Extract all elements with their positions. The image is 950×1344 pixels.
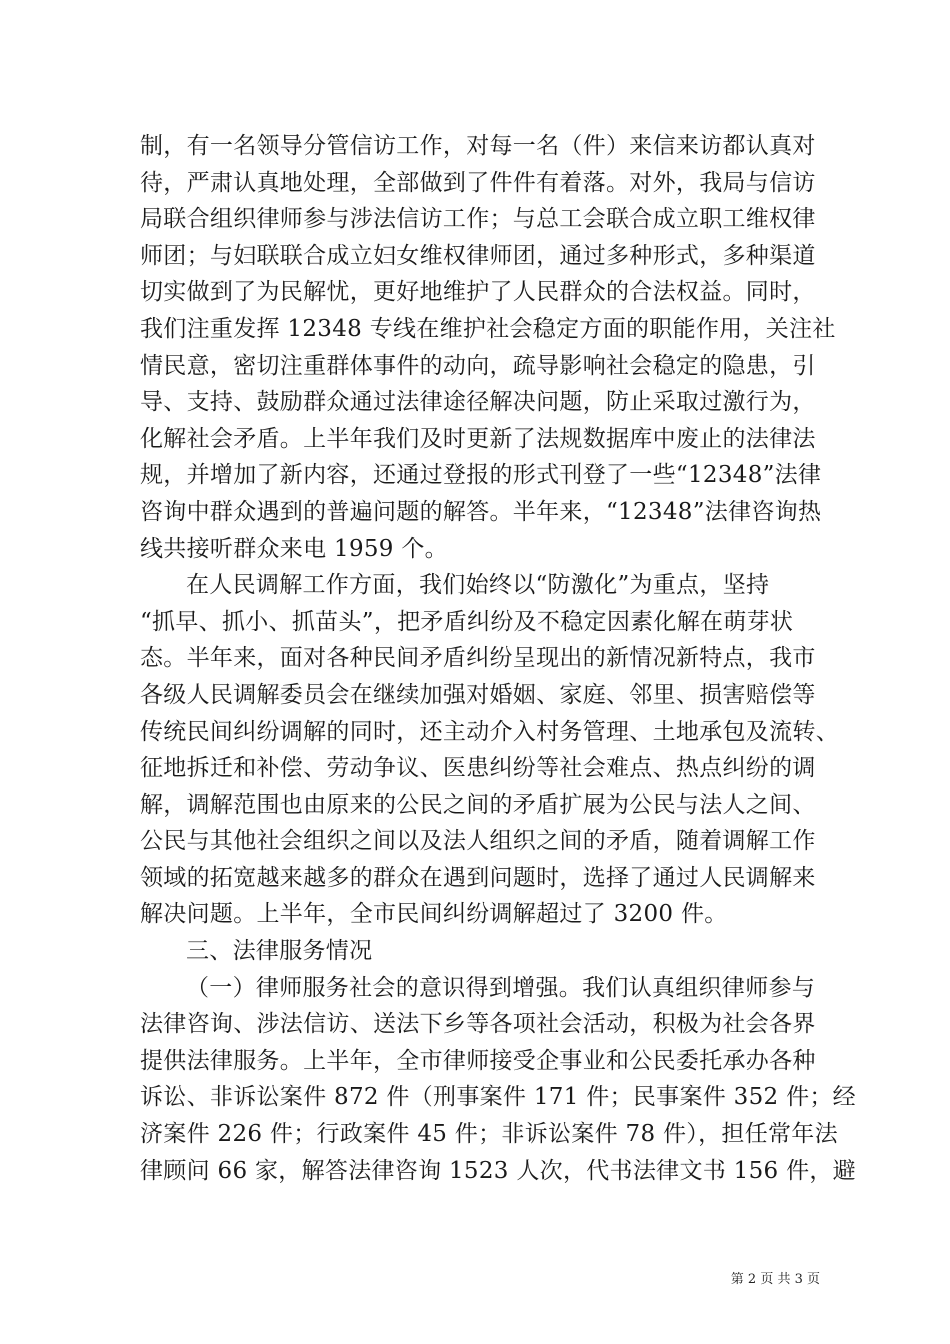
- text-line: 领域的拓宽越来越多的群众在遇到问题时，选择了通过人民调解来: [140, 864, 816, 891]
- text-line: 态。半年来，面对各种民间矛盾纠纷呈现出的新情况新特点，我市: [140, 645, 816, 672]
- text-line: 制，有一名领导分管信访工作，对每一名（件）来信来访都认真对: [140, 133, 816, 159]
- text-line: 诉讼、非诉讼案件 872 件（刑事案件 171 件；民事案件 352 件；经: [140, 1084, 856, 1111]
- section-heading: 三、法律服务情况: [186, 938, 373, 965]
- text-line: 我们注重发挥 12348 专线在维护社会稳定方面的职能作用，关注社: [140, 315, 836, 342]
- text-line: 征地拆迁和补偿、劳动争议、医患纠纷等社会难点、热点纠纷的调: [140, 755, 816, 782]
- text-line: “抓早、抓小、抓苗头”，把矛盾纠纷及不稳定因素化解在萌芽状: [140, 608, 794, 635]
- text-line: 传统民间纠纷调解的同时，还主动介入村务管理、土地承包及流转、: [140, 718, 839, 745]
- text-line: 咨询中群众遇到的普遍问题的解答。半年来，“12348”法律咨询热: [140, 498, 822, 525]
- paragraph-start-line: （一）律师服务社会的意识得到增强。我们认真组织律师参与: [186, 974, 816, 1001]
- text-line: 提供法律服务。上半年，全市律师接受企事业和公民委托承办各种: [140, 1047, 816, 1074]
- text-line: 线共接听群众来电 1959 个。: [140, 535, 448, 562]
- body-text: [140, 128, 856, 1189]
- text-line: 律顾问 66 家，解答法律咨询 1523 人次，代书法律文书 156 件，避: [140, 1157, 856, 1184]
- text-line: 化解社会矛盾。上半年我们及时更新了法规数据库中废止的法律法: [140, 425, 816, 452]
- text-line: 切实做到了为民解忧，更好地维护了人民群众的合法权益。同时，: [140, 279, 816, 306]
- paragraph-start-line: 在人民调解工作方面，我们始终以“防激化”为重点，坚持: [186, 572, 770, 599]
- text-line: 解，调解范围也由原来的公民之间的矛盾扩展为公民与法人之间、: [140, 791, 816, 818]
- text-line: 师团；与妇联联合成立妇女维权律师团，通过多种形式，多种渠道: [140, 242, 816, 269]
- text-line: 导、支持、鼓励群众通过法律途径解决问题，防止采取过激行为，: [140, 389, 816, 416]
- text-line: 解决问题。上半年，全市民间纠纷调解超过了 3200 件。: [140, 901, 728, 928]
- text-line: 法律咨询、涉法信访、送法下乡等各项社会活动，积极为社会各界: [140, 1011, 816, 1038]
- text-line: 规，并增加了新内容，还通过登报的形式刊登了一些“12348”法律: [140, 462, 822, 489]
- text-line: 公民与其他社会组织之间以及法人组织之间的矛盾，随着调解工作: [140, 828, 816, 855]
- text-line: 待，严肃认真地处理，全部做到了件件有着落。对外，我局与信访: [140, 169, 816, 196]
- text-line: 济案件 226 件；行政案件 45 件；非诉讼案件 78 件），担任常年法: [140, 1121, 838, 1148]
- page-number: 第 2 页 共 3 页: [730, 1272, 820, 1287]
- text-line: 情民意，密切注重群体事件的动向，疏导影响社会稳定的隐患，引: [140, 352, 816, 379]
- text-line: 局联合组织律师参与涉法信访工作；与总工会联合成立职工维权律: [140, 206, 816, 233]
- text-line: 各级人民调解委员会在继续加强对婚姻、家庭、邻里、损害赔偿等: [140, 681, 816, 708]
